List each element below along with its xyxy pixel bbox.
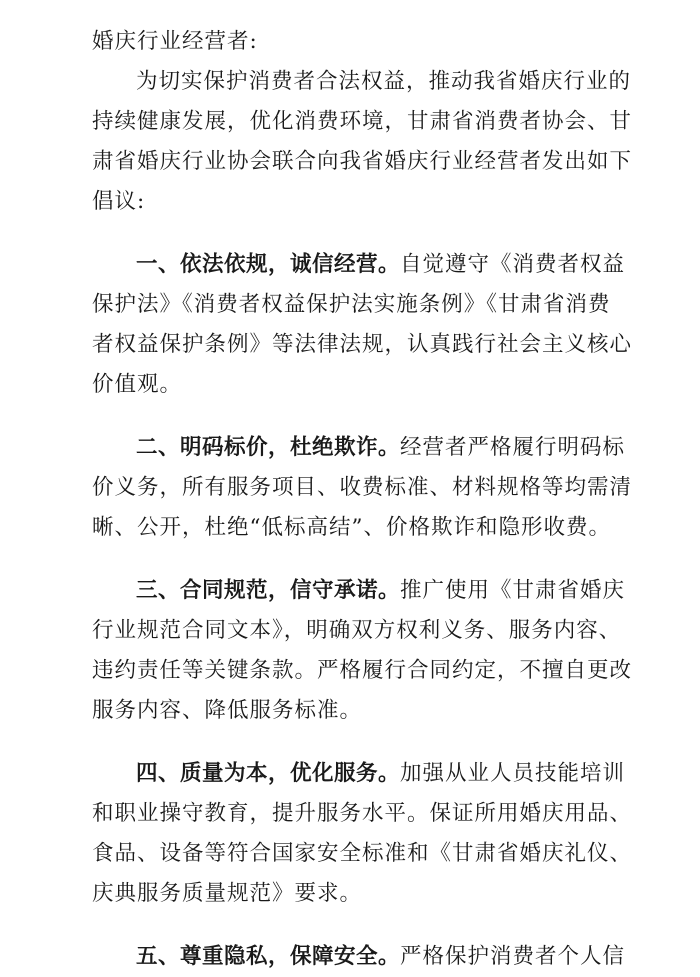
section-text: 自觉遵守《消费者权益 [400, 252, 626, 277]
section-5 [92, 937, 626, 977]
paragraph-line: 违约责任等关键条款。严格履行合同约定，不擅自更改 [92, 658, 633, 683]
section-heading: 四、质量为本，优化服务。 [136, 761, 401, 786]
paragraph-line: 服务内容、降低服务标准。 [92, 698, 363, 723]
section-4 [92, 754, 633, 914]
paragraph-line: 食品、设备等符合国家安全标准和《甘肃省婚庆礼仪、 [92, 841, 633, 866]
section-1 [92, 245, 633, 405]
section-text: 经营者严格履行明码标 [400, 435, 626, 460]
section-text: 加强从业人员技能培训 [400, 761, 626, 786]
paragraph-line: 为切实保护消费者合法权益，推动我省婚庆行业的 [136, 69, 632, 94]
paragraph-line: 肃省婚庆行业协会联合向我省婚庆行业经营者发出如下 [92, 149, 633, 174]
section-text: 严格保护消费者个人信 [400, 944, 626, 969]
section-heading: 五、尊重隐私，保障安全。 [136, 944, 401, 969]
section-2 [92, 428, 633, 548]
paragraph-line: 者权益保护条例》等法律法规，认真践行社会主义核心 [92, 332, 633, 357]
section-first-line [92, 937, 626, 977]
intro-paragraph [92, 62, 633, 222]
section-text: 推广使用《甘肃省婚庆 [400, 578, 626, 603]
section-heading: 一、依法依规，诚信经营。 [136, 252, 401, 277]
paragraph-line: 保护法》《消费者权益保护法实施条例》《甘肃省消费 [92, 292, 611, 317]
paragraph-line: 晰、公开，杜绝“低标高结”、价格欺诈和隐形收费。 [92, 515, 611, 540]
section-first-line [92, 571, 626, 611]
section-heading: 二、明码标价，杜绝欺诈。 [136, 435, 401, 460]
paragraph-line: 庆典服务质量规范》要求。 [92, 881, 363, 906]
paragraph-line: 价值观。 [92, 372, 183, 397]
section-first-line [92, 754, 626, 794]
paragraph-line: 和职业操守教育，提升服务水平。保证所用婚庆用品、 [92, 801, 633, 826]
paragraph-line: 倡议: [92, 189, 146, 214]
section-3 [92, 571, 633, 731]
paragraph-line: 价义务，所有服务项目、收费标准、材料规格等均需清 [92, 475, 633, 500]
section-first-line [92, 245, 626, 285]
section-heading: 三、合同规范，信守承诺。 [136, 578, 401, 603]
paragraph-line: 持续健康发展，优化消费环境，甘肃省消费者协会、甘 [92, 109, 633, 134]
salutation: 婚庆行业经营者: [92, 29, 258, 54]
section-first-line [92, 428, 626, 468]
paragraph-line: 行业规范合同文本》，明确双方权利义务、服务内容、 [92, 618, 622, 643]
